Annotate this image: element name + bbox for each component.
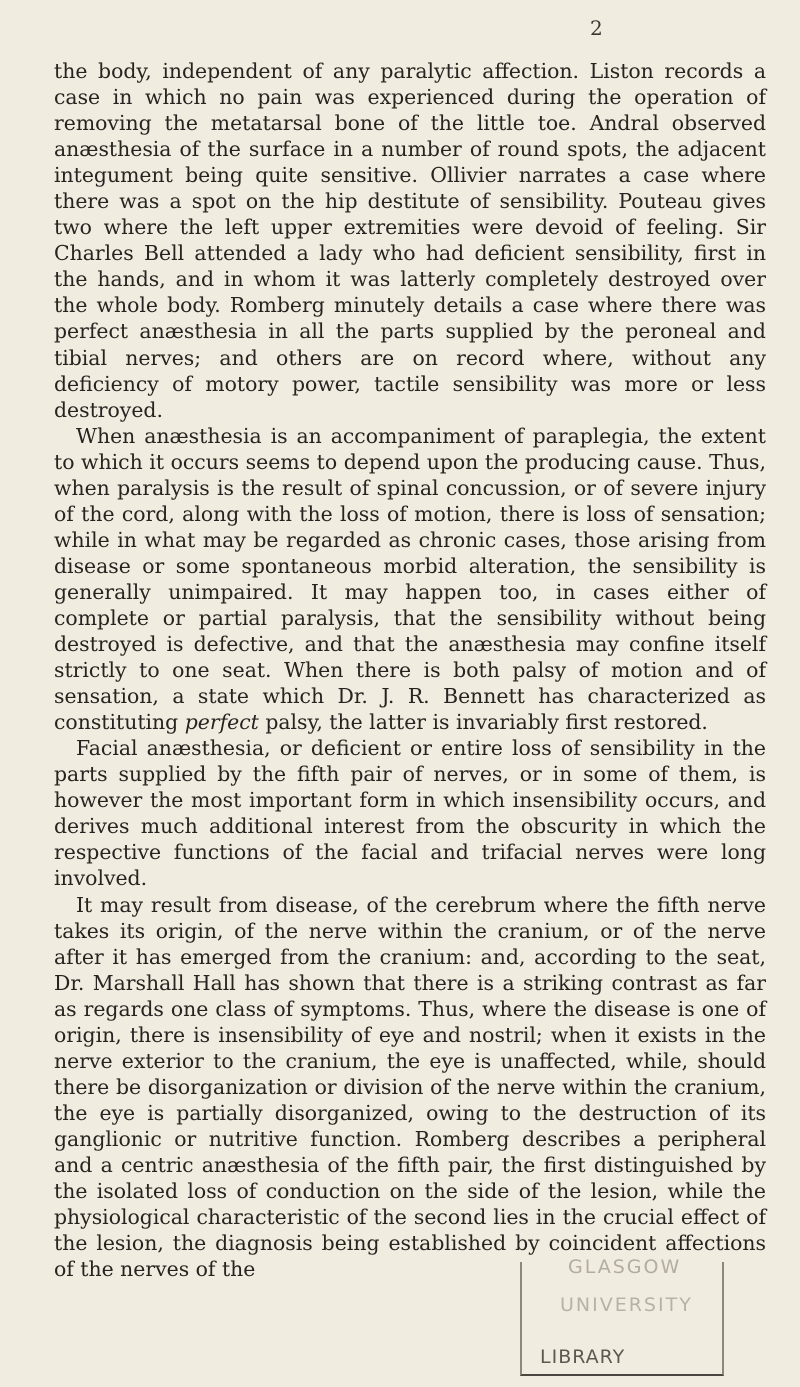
stamp-line-university: UNIVERSITY — [560, 1294, 693, 1316]
library-stamp — [520, 1256, 725, 1382]
paragraph-1: the body, independent of any paralytic affection. Liston records a case in which no pain was experienced during the operation of removing the metatarsal bone of the little toe. Andral observed anæsthesia of the surface in a number of round spots, the adjacent integument being quite sensitive. Ollivier narrates a case where there was a spot on the hip destitute of sensibility. Pouteau gives two where the left upper extremities were devoid of feeling. Sir Charles Bell attended a lady who had deficient sensibility, first in the hands, and in whom it was latterly completely destroyed over the whole body. Romberg minutely details a case where there was perfect anæsthesia in all the parts supplied by the peroneal and tibial nerves; and others are on record where, without any deficiency of motory power, tactile sensibility was more or less destroyed. — [54, 59, 766, 422]
paragraph-2 — [54, 423, 766, 736]
stamp-line-library: LIBRARY — [540, 1346, 626, 1368]
paragraph-2-tail: palsy, the latter is invariably first restored. — [265, 710, 708, 735]
paragraph-4: It may result from disease, of the cerebrum where the fifth nerve takes its origin, of the nerve within the cranium, or of the nerve after it has emerged from the cranium: and, according to the seat, Dr. Marshall Hall has shown that there is a striking contrast as far as regards one class of symptoms. Thus, where the disease is one of origin, there is insensibility of eye and nostril; when it exists in the nerve exterior to the cranium, the eye is unaffected, while, should there be disorganization or division of the nerve within the cranium, the eye is partially disorganized, owing to the destruction of its ganglionic or nutritive function. Romberg describes a peripheral and a centric anæsthesia of the fifth pair, the first distinguished by the isolated loss of conduction on the side of the lesion, while the physiological characteristic of the second lies in the crucial effect of the lesion, the diagnosis being established by coincident affections of the nerves of the — [54, 892, 766, 1282]
paragraph-3: Facial anæsthesia, or deficient or entire loss of sensibility in the parts supplied by the fifth pair of nerves, or in some of them, is however the most important form in which insensibility occurs, and derives much additional interest from the obscurity in which the respective functions of the facial and trifacial nerves were long involved. — [54, 736, 766, 891]
page-body — [54, 58, 766, 1282]
stamp-line-glasgow: GLASGOW — [568, 1256, 682, 1278]
paragraph-2-text: When anæsthesia is an accompaniment of paraplegia, the extent to which it occurs seems to depend upon the producing cause. Thus, when paralysis is the result of spinal concussion, or of severe injury of the cord, along with the loss of motion, there is loss of sensation; while in what may be regarded as chronic cases, those arising from disease or some spontaneous morbid alteration, the sensibility is generally unimpaired. It may happen too, in cases either of complete or partial paralysis, that the sensibility without being destroyed is defective, and that the anæsthesia may confine itself strictly to one seat. When there is both palsy of motion and of sensation, a state which Dr. J. R. Bennett has characterized as constituting — [54, 423, 766, 735]
emphasis-perfect: perfect — [184, 710, 259, 735]
page-number: 2 — [590, 16, 603, 40]
